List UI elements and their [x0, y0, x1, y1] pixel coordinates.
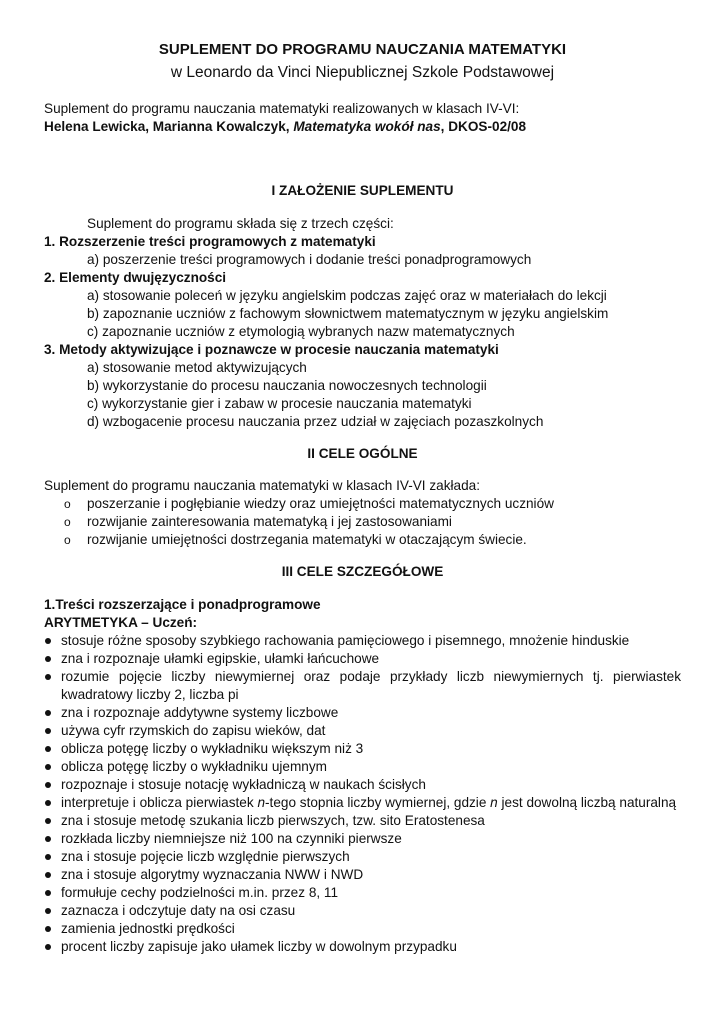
intro-line: Suplement do programu nauczania matematyki realizowanych w klasach IV-VI: [44, 101, 520, 116]
bullet-icon [45, 800, 51, 806]
goal-item: rozwijanie umiejętności dostrzegania matematyki w otaczającym świecie. [87, 532, 527, 547]
intro-authors-line [44, 118, 526, 136]
part-2-item-c: c) zapoznanie uczniów z etymologią wybranych nazw matematycznych [87, 324, 515, 339]
section-heading-3: III CELE SZCZEGÓŁOWE [281, 564, 444, 579]
subsection-heading: 1.Treści rozszerzające i ponadprogramowe [44, 597, 321, 612]
list-item: zna i stosuje pojęcie liczb względnie pierwszych [61, 849, 350, 864]
part-1-heading: 1. Rozszerzenie treści programowych z matematyki [44, 234, 376, 249]
list-item: zaznacza i odczytuje daty na osi czasu [61, 903, 296, 918]
goal-item: poszerzanie i pogłębianie wiedzy oraz umiejętności matematycznych uczniów [87, 496, 554, 511]
list-item-nth-root [61, 794, 676, 812]
root-text-pre: interpretuje i oblicza pierwiastek [61, 795, 258, 810]
bullet-icon [45, 746, 51, 752]
list-item: rozkłada liczby niemniejsze niż 100 na czynniki pierwsze [61, 831, 402, 846]
textbook-title: Matematyka wokół nas [293, 119, 441, 134]
bullet-icon [45, 890, 51, 896]
bullet-icon [45, 818, 51, 824]
part-3-heading: 3. Metody aktywizujące i poznawcze w procesie nauczania matematyki [44, 342, 499, 357]
bullet-icon [45, 782, 51, 788]
goal-item: rozwijanie zainteresowania matematyką i jej zastosowaniami [87, 514, 452, 529]
list-item: zna i rozpoznaje addytywne systemy liczbowe [61, 705, 339, 720]
part-2-heading: 2. Elementy dwujęzyczności [44, 270, 227, 285]
list-marker-circle: o [64, 497, 71, 511]
list-item: zna i stosuje metodę szukania liczb pierwszych, tzw. sito Eratostenesa [61, 813, 485, 828]
document-subtitle: w Leonardo da Vinci Niepublicznej Szkole Podstawowej [170, 64, 555, 81]
program-code: , DKOS-02/08 [440, 119, 527, 134]
section-heading-2: II CELE OGÓLNE [307, 446, 418, 461]
list-item: formułuje cechy podzielności m.in. przez 8, 11 [61, 885, 339, 900]
part-3-item-c: c) wykorzystanie gier i zabaw w procesie nauczania matematyki [87, 396, 472, 411]
bullet-icon [45, 926, 51, 932]
bullet-icon [45, 638, 51, 644]
section2-lead: Suplement do programu nauczania matematyki w klasach IV-VI zakłada: [44, 478, 480, 493]
list-item: rozumie pojęcie liczby niewymiernej oraz podaje przykłady liczb niewymiernych tj. pierwiastek [61, 669, 681, 684]
bullet-icon [45, 674, 51, 680]
bullet-icon [45, 872, 51, 878]
list-item: oblicza potęgę liczby o wykładniku ujemnym [61, 759, 327, 774]
list-item-continuation: kwadratowy liczby 2, liczba pi [61, 687, 239, 702]
bullet-icon [45, 836, 51, 842]
root-text-mid: -tego stopnia liczby wymiernej, gdzie [265, 795, 491, 810]
part-3-item-b: b) wykorzystanie do procesu nauczania nowoczesnych technologii [87, 378, 487, 393]
bullet-icon [45, 764, 51, 770]
bullet-icon [45, 728, 51, 734]
bullet-icon [45, 710, 51, 716]
document-title: SUPLEMENT DO PROGRAMU NAUCZANIA MATEMATYKI [158, 41, 567, 58]
part-3-item-a: a) stosowanie metod aktywizujących [87, 360, 307, 375]
bullet-icon [45, 944, 51, 950]
section1-lead: Suplement do programu składa się z trzech części: [87, 216, 394, 231]
list-marker-circle: o [64, 515, 71, 529]
section-heading-1: I ZAŁOŻENIE SUPLEMENTU [271, 183, 454, 198]
part-3-item-d: d) wzbogacenie procesu nauczania przez udział w zajęciach pozaszkolnych [87, 414, 544, 429]
list-item: oblicza potęgę liczby o wykładniku większym niż 3 [61, 741, 364, 756]
list-marker-circle: o [64, 533, 71, 547]
list-item: rozpoznaje i stosuje notację wykładniczą w naukach ścisłych [61, 777, 426, 792]
list-item: procent liczby zapisuje jako ułamek liczby w dowolnym przypadku [61, 939, 457, 954]
variable-n: n [490, 795, 498, 810]
part-2-item-a: a) stosowanie poleceń w języku angielskim podczas zajęć oraz w materiałach do lekcji [87, 288, 607, 303]
list-item: zamienia jednostki prędkości [61, 921, 235, 936]
root-text-post: jest dowolną liczbą naturalną [497, 795, 677, 810]
bullet-icon [45, 854, 51, 860]
bullet-icon [45, 908, 51, 914]
list-item: stosuje różne sposoby szybkiego rachowania pamięciowego i pisemnego, mnożenie hinduskie [61, 633, 630, 648]
bullet-icon [45, 656, 51, 662]
group-heading-arithmetic: ARYTMETYKA – Uczeń: [44, 615, 198, 630]
part-2-item-b: b) zapoznanie uczniów z fachowym słownictwem matematycznym w języku angielskim [87, 306, 609, 321]
list-item: używa cyfr rzymskich do zapisu wieków, dat [61, 723, 326, 738]
variable-n: n [257, 795, 266, 810]
authors: Helena Lewicka, Marianna Kowalczyk, [44, 119, 294, 134]
list-item: zna i stosuje algorytmy wyznaczania NWW i NWD [61, 867, 364, 882]
list-item: zna i rozpoznaje ułamki egipskie, ułamki łańcuchowe [61, 651, 380, 666]
part-1-item-a: a) poszerzenie treści programowych i dodanie treści ponadprogramowych [87, 252, 532, 267]
